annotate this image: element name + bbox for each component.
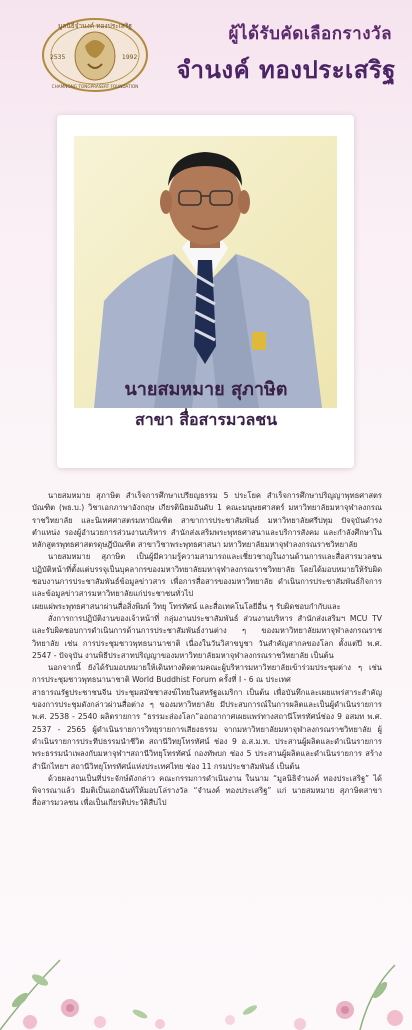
bio-paragraph: ด้วยผลงานเป็นที่ประจักษ์ดังกล่าว คณะกรรมการดำเนินงาน ในนาม “มูลนิธิจำนงค์ ทองประเสริฐ” ได้พิจารณาแล้ว มีมติเป็นเอกฉันท์ให้มอบโล่รางวัล “จำนงค์ ทองประเสริฐ” แก่ นายสมหมาย สุภาษิตสาขาสื่อสารมวลชน เพื่อเป็นเกียรติประวัติสืบไป [32, 773, 382, 808]
award-name-title: จำนงค์ ทองประเสริฐ [176, 55, 396, 84]
logo-top-text: มูลนิธิจำนงค์ ทองประเสริฐ [58, 22, 132, 30]
floral-decoration-icon [0, 930, 412, 1030]
foundation-logo-icon [40, 16, 150, 94]
logo-bottom-text: CHAMNONG TONGPRASERT FOUNDATION [51, 84, 139, 89]
logo-year-left: 2535 [50, 54, 66, 61]
bio-paragraph: สาธารณรัฐประชาชนจีน ประชุมสมัชชาสงฆ์ไทยในสหรัฐอเมริกา เป็นต้น เพื่อบันทึกและเผยแพร่สาระสำคัญของการประชุมดังกล่าวผ่านสื่อต่าง ๆ ของมหาวิทยาลัย มีประสบการณ์ในการผลิตและเป็นผู้ดำเนินรายการ พ.ศ. 2538 - 2540 ผลิตรายการ “ธรรมะส่องโลก”ออกอากาศเผยแพร่ทางสถานีโทรทัศน์ช่อง 9 อสมท พ.ศ. 2537 - 2565 ผู้ดำเนินรายการวิทยุรายการเสียงธรรม จากมหาวิทยาลัยมหาจุฬาลงกรณราชวิทยาลัย ผู้ดำเนินรายการประทีปธรรมนำชีวิต สถานีวิทยุโทรทัศน์ ช่อง 9 อ.ส.ม.ท. ประสานผู้ผลิตและดำเนินรายการ พระธรรมนำเพลงกับมหาจุฬาฯสถานีวิทยุโทรทัศน์ กองทัพบก ช่อง 5 ประสานผู้ผลิตและดำเนินรายการ สร้างสำนึกไทยฯ สถานีวิทยุโทรทัศน์แห่งประเทศไทย ช่อง 11 กรมประชาสัมพันธ์ เป็นต้น [32, 687, 382, 771]
bio-paragraph: นายสมหมาย สุภาษิต เป็นผู้มีความรู้ความสามารถและเชี่ยวชาญในงานด้านการและสื่อสารมวลชน ปฏิบัติหน้าที่ตั้งแต่บรรจุเป็นบุคลากรของมหาวิทยาลัยมหาจุฬาลงกรณราชวิทยาลัย โดยได้มอบหมายให้รับผิดชอบงานการประชาสัมพันธ์ข้อมูลข่าวสาร เพื่อการสื่อสารของมหาวิทยาลัย ดำเนินการประชาสัมพันธ์กิจการและข้อมูลข่าวสารมหาวิทยาลัยแก่ประชาชนทั่วไป [32, 552, 382, 599]
award-subtitle: ผู้ได้รับคัดเลือกรางวัล [228, 24, 392, 44]
person-department: สาขา สื่อสารมวลชน [134, 410, 278, 429]
bio-paragraph: นอกจากนี้ ยังได้รับมอบหมายให้เดินทางติดตามคณะผู้บริหารมหาวิทยาลัยเข้าร่วมประชุมต่าง ๆ เช่น การประชุมชาวพุทธนานาชาติ World Buddhist Forum ครั้งที่ I - 6 ณ ประเทศ [32, 663, 382, 685]
biography [32, 490, 382, 810]
logo-year-right: 1992 [122, 54, 138, 61]
person-name: นายสมหมาย สุภาษิต [124, 379, 288, 400]
header [0, 0, 412, 110]
bio-paragraph: เผยแผ่พระพุทธศาสนาผ่านสื่อสิ่งพิมพ์ วิทยุ โทรทัศน์ และสื่อเทคโนโลยีอื่น ๆ รับผิดชอบกำกับและ [32, 601, 341, 611]
bio-paragraph: สั่งการการปฏิบัติงานของเจ้าหน้าที่ กลุ่มงานประชาสัมพันธ์ ส่วนงานบริหาร สำนักส่งเสริมฯ MCU TV และรับผิดชอบการดำเนินการด้านการประชาสัมพันธ์งานต่าง ๆ ของมหาวิทยาลัยมหาจุฬาลงกรณราชวิทยาลัย เช่น การประชุมชาวพุทธนานาชาติ เนื่องในวันวิสาขบูชา วันสำคัญสากลของโลก ตั้งแต่ปี พ.ศ. 2547 - ปัจจุบัน งานพิธีประสาทปริญญาของมหาวิทยาลัยมหาจุฬาลงกรณราชวิทยาลัย เป็นต้น [32, 613, 382, 660]
portrait-photo [74, 136, 337, 408]
bio-paragraph: นายสมหมาย สุภาษิต สำเร็จการศึกษาเปรียญธรรม 5 ประโยค สำเร็จการศึกษาปริญญาพุทธศาสตรบัณฑิต (พธ.บ.) วิชาเอกภาษาอังกฤษ เกียรตินิยมอันดับ 1 คณะมนุษยศาสตร์ มหาวิทยาลัยมหาจุฬาลงกรณราชวิทยาลัย และนิเทศศาสตรมหาบัณฑิต สาขาการประชาสัมพันธ์ มหาวิทยาลัยศรีปทุม ปัจจุบันดำรงตำแหน่ง รองผู้อำนวยการส่วนงานบริหาร สำนักส่งเสริมพระพุทธศาสนาและบริการสังคม และกำลังศึกษาในหลักสูตรพุทธศาสตรดุษฎีบัณฑิต สาขาวิชาพระพุทธศาสนา มหาวิทยาลัยมหาจุฬาลงกรณราชวิทยาลัย [32, 491, 382, 550]
